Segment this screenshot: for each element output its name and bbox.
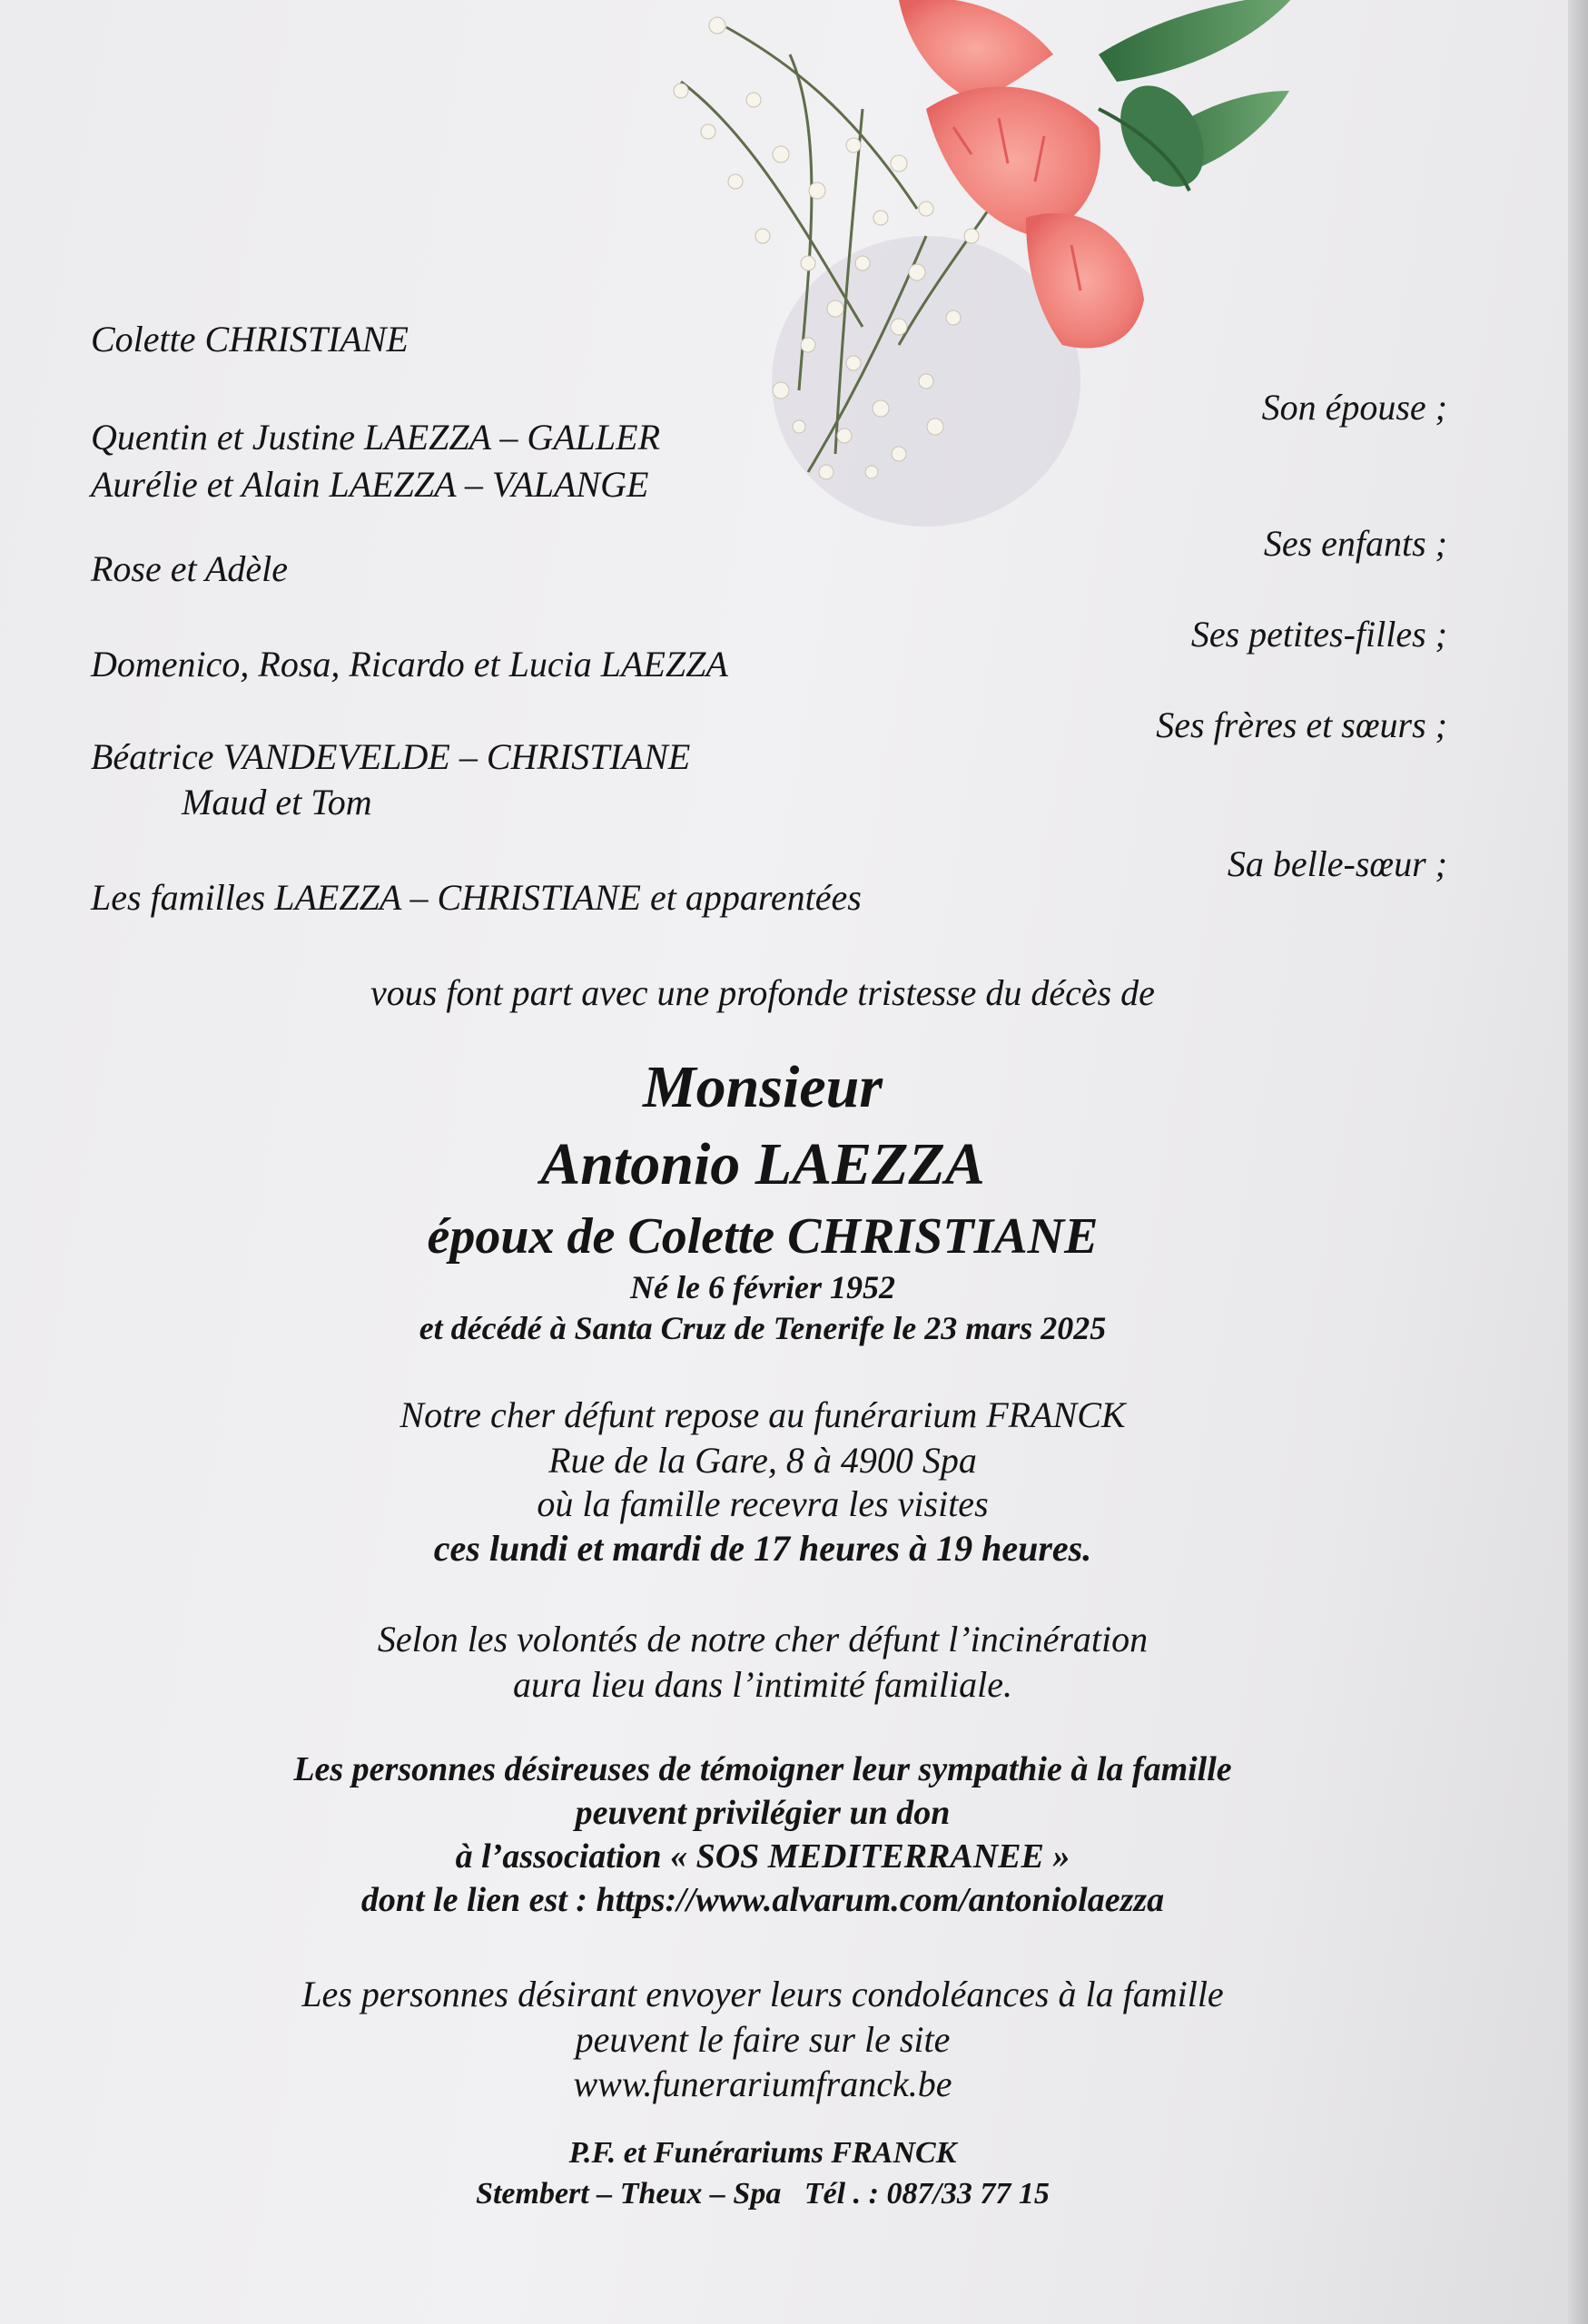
condolences-website-link[interactable]: www.funerariumfranck.be: [573, 2063, 952, 2104]
deceased-title: Monsieur: [642, 1054, 883, 1120]
role-siblings: Ses frères et sœurs ;: [1156, 704, 1447, 745]
carnation-and-gypsophila-flower-icon: [626, 0, 1317, 581]
family-children-line-2: Aurélie et Alain LAEZZA – VALANGE: [91, 464, 649, 505]
role-sister-in-law: Sa belle-sœur ;: [1227, 843, 1447, 884]
announcement-intro: vous font part avec une profonde tristesse du décès de: [370, 972, 1155, 1013]
family-siblings: Domenico, Rosa, Ricardo et Lucia LAEZZA: [91, 644, 728, 684]
donation-link[interactable]: dont le lien est : https://www.alvarum.com/antoniolaezza: [360, 1881, 1165, 1919]
deceased-spouse-line: époux de Colette CHRISTIANE: [427, 1208, 1099, 1265]
cremation-line-1: Selon les volontés de notre cher défunt l’incinération: [377, 1619, 1149, 1659]
donation-line-3: à l’association « SOS MEDITERRANEE »: [455, 1837, 1070, 1876]
rest-line-1: Notre cher défunt repose au funérarium FRANCK: [399, 1394, 1126, 1435]
role-children: Ses enfants ;: [1263, 523, 1447, 564]
donation-line-2: peuvent privilégier un don: [575, 1794, 951, 1832]
donation-line-1: Les personnes désireuses de témoigner leur sympathie à la famille: [293, 1750, 1232, 1788]
deceased-name: Antonio LAEZZA: [540, 1131, 985, 1197]
family-sister-in-law: Béatrice VANDEVELDE – CHRISTIANE: [91, 736, 691, 777]
role-grandchildren: Ses petites-filles ;: [1190, 614, 1447, 655]
funeral-home-contact: Stembert – Theux – Spa Tél . : 087/33 77 15: [476, 2177, 1050, 2211]
visiting-hours: ces lundi et mardi de 17 heures à 19 heures.: [433, 1528, 1092, 1569]
family-sister-in-law-children: Maud et Tom: [182, 782, 372, 822]
condolences-line-1: Les personnes désirant envoyer leurs condoléances à la famille: [301, 1974, 1224, 2014]
birth-date: Né le 6 février 1952: [630, 1269, 895, 1305]
cremation-line-2: aura lieu dans l’intimité familiale.: [513, 1664, 1012, 1705]
role-spouse: Son épouse ;: [1261, 387, 1447, 428]
family-spouse-name: Colette CHRISTIANE: [91, 319, 409, 359]
funeral-home-name: P.F. et Funérariums FRANCK: [568, 2136, 957, 2170]
family-extended: Les familles LAEZZA – CHRISTIANE et apparentées: [91, 877, 862, 918]
family-children-line-1: Quentin et Justine LAEZZA – GALLER: [91, 417, 661, 458]
rest-line-2: Rue de la Gare, 8 à 4900 Spa: [548, 1440, 977, 1481]
page-edge-shadow: [1568, 0, 1588, 2324]
family-grandchildren: Rose et Adèle: [91, 548, 288, 589]
death-date-place: et décédé à Santa Cruz de Tenerife le 23 mars 2025: [419, 1310, 1107, 1346]
rest-line-3: où la famille recevra les visites: [537, 1483, 989, 1524]
condolences-line-2: peuvent le faire sur le site: [575, 2019, 951, 2060]
